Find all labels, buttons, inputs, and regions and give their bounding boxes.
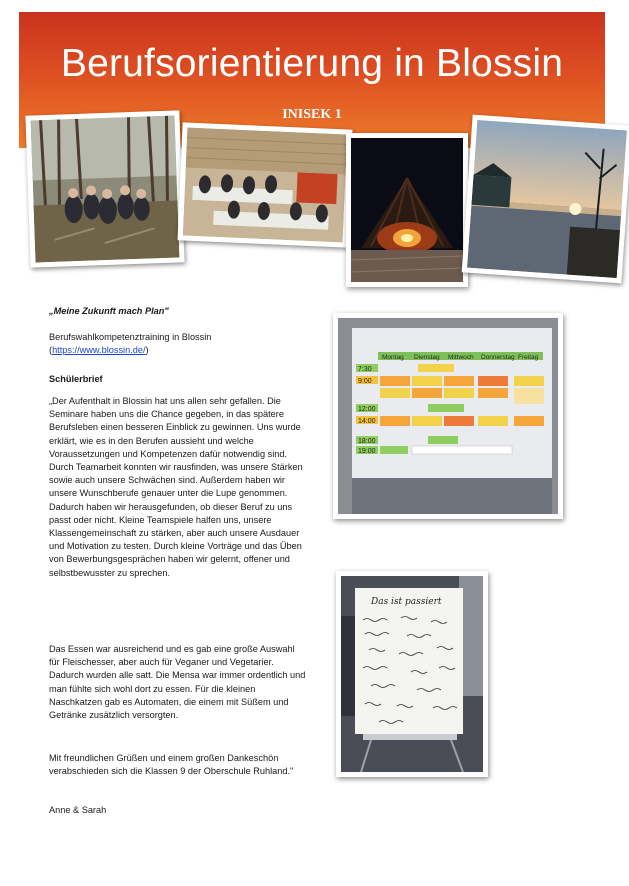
flipchart-title: Das ist passiert: [371, 597, 442, 607]
article-paragraph-3: Mit freundlichen Grüßen und einem großen Dankeschön verabschieden sich die Klassen 9 der Oberschule Ruhland.": [49, 753, 294, 777]
time-label: 14:00: [358, 418, 376, 425]
photo-flipchart: [336, 571, 488, 777]
time-label: 9:00: [358, 378, 372, 385]
blossin-link[interactable]: https://www.blossin.de/: [52, 345, 146, 356]
time-label: 7:30: [358, 366, 372, 373]
article-heading: Schülerbrief: [49, 374, 103, 384]
time-label: 12:00: [358, 406, 376, 413]
link-line: [49, 344, 307, 357]
day-label: Montag: [382, 354, 404, 361]
day-label: Freitag: [518, 354, 539, 361]
article-paragraph-2: Das Essen war ausreichend und es gab eine große Auswahl für Fleischesser, aber auch für Veganer und Vegetarier. Dadurch wurden alle satt. Die Mensa war immer ordentlich und man fühlte sich wohl dort zu essen. Für die kleinen Naschkatzen gab es Automaten, die einem mit Süßem und Getränke zusätzlich versorgten.: [49, 644, 306, 721]
photo-seminar-room: [178, 122, 353, 247]
day-label: Mittwoch: [448, 354, 474, 361]
intro-line: Berufswahlkompetenztraining in Blossin: [49, 332, 212, 342]
time-label: 18:00: [358, 438, 376, 445]
article-paragraph-1: „Der Aufenthalt in Blossin hat uns allen sehr gefallen. Die Seminare haben uns die Chance gegeben, in das spätere Berufsleben einen besseren Einblick zu gewinnen. Uns wurde erklärt, wie es in den Berufen aussieht und welche Voraussetzungen und Kompetenzen dafür notwendig sind. Durch Teamarbeit konnten wir rausfinden, was unsere Stärken sowie auch unsere Schwächen sind. Außerdem haben wir unsere Wunschberufe genauer unter die Lupe genommen. Dadurch haben wir herausgefunden, ob dieser Beruf zu uns passt oder nicht. Kleine Teamspiele halfen uns, unsere Klassengemeinschaft zu stärken, aber auch unsere Ausdauer und Motivation zu testen. Durch kleine Vorträge und das Üben von Bewerbungsgesprächen haben wir gelernt, offener und selbstbewusster zu sprechen.: [49, 396, 303, 578]
photo-group-forest: [25, 110, 184, 267]
page-title: Berufsorientierung in Blossin: [60, 42, 564, 85]
link-paren-close: ): [145, 345, 149, 356]
day-label: Donnerstag: [481, 354, 515, 361]
photo-schedule-board: [333, 313, 563, 519]
time-label: 19:00: [358, 448, 376, 455]
class-label: INISEK 1: [282, 107, 342, 122]
article-intro: [49, 331, 307, 357]
photo-campfire-night: [346, 133, 468, 287]
day-label: Dienstag: [414, 354, 440, 361]
photo-lake-sunset: [462, 115, 629, 284]
article-signature: Anne & Sarah: [49, 805, 107, 815]
article-quote-title: „Meine Zukunft mach Plan": [49, 306, 169, 316]
link-paren-open: (: [49, 345, 53, 356]
